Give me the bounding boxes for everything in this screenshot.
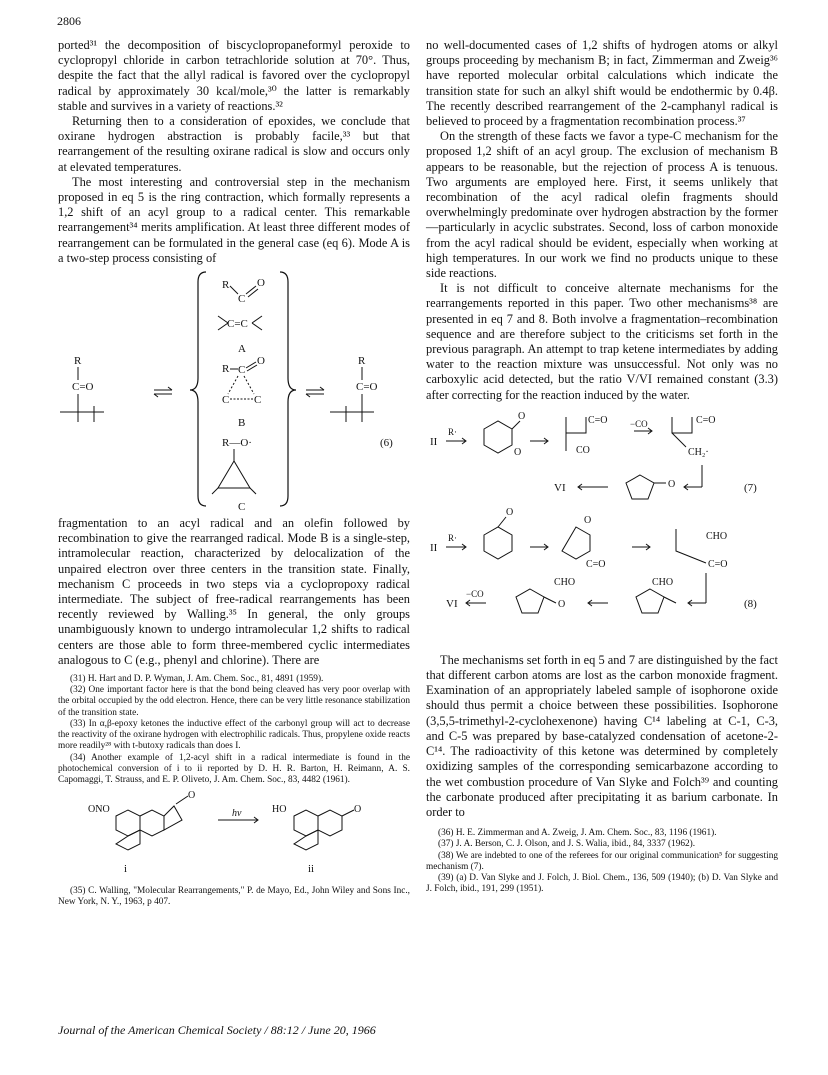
- eq8-cho1: CHO: [706, 530, 728, 542]
- eq7-t2: C=O: [696, 414, 716, 426]
- eq7-r: R·: [448, 426, 457, 437]
- right-brace: [280, 272, 296, 506]
- eq7-o3: O: [668, 478, 676, 490]
- eq6-left-co: C=O: [72, 381, 94, 394]
- left-paragraph-4: fragmentation to an acyl radical and an olefin followed by recombination to give the rearranged radical. Mode B is a single-step, intramolecular reaction, characterized by delocalization of the unpaired electron over three centers in the transition state. Finally, mechanism C proceeds in two steps via a cyclopropoxy radical intermediate. The subject of free-radical rearrangements has been recently reviewed by Walling.³⁵ In general, the only groups unambiguously known to undergo intramolecular 1,2 shifts to radical centers are those able to form three-membered cyclic intermediates analogous to C (e.g., phenyl and chlorine). There are: [58, 516, 410, 667]
- eq8-o1: O: [506, 506, 514, 518]
- eq6-number: (6): [380, 437, 393, 450]
- fig34-o1: O: [188, 790, 196, 802]
- eq6-right-co: C=O: [356, 381, 378, 394]
- footnote-33: (33) In α,β-epoxy ketones the inductive effect of the carbonyl group will act to decrease the reactivity of the oxirane hydrogen with electrophilic radicals. Thus, propylene oxide reacts more readily²⁸ with t-butoxy radicals than does I.: [58, 718, 410, 752]
- left-column: [58, 38, 410, 909]
- equation-6-figure: [58, 266, 410, 516]
- fig34-label-ii: ii: [308, 863, 315, 876]
- right-paragraph-4: The mechanisms set forth in eq 5 and 7 are distinguished by the fact that different carbon atoms are lost as the carbon monoxide fragment. Examination of an appropriately labeled sample of isophorone oxide should thus permit a choice between these possibilities. Isophorone (3,5,5-trimethyl-2-cyclohexenone) having C¹⁴ labeling at C-1, C-3, and C-5 was prepared by base-catalyzed condensation of acetone-2-C¹⁴. The radioactivity of this ketone was determined by completely oxidizing samples of the corresponding semicarbazone according to the wet combustion procedure of Van Slyke and Folch³⁹ and counting the carbonate produced after precipitating it as barium carbonate. In order to: [426, 652, 778, 819]
- eq8-co1: C=O: [586, 558, 606, 570]
- eq7-o2: O: [514, 446, 522, 458]
- eq6-c-rad: R—O·: [222, 437, 252, 450]
- eq8-co: −CO: [466, 588, 484, 599]
- eq7-t1: C=O: [588, 414, 608, 426]
- eq8-ii: II: [430, 541, 438, 554]
- left-brace: [190, 272, 206, 506]
- eq6-b-o: O: [257, 355, 265, 368]
- eq6-b-c1: C: [222, 394, 230, 407]
- eq6-b-c: C: [238, 364, 246, 377]
- eq7-ii: II: [430, 435, 438, 448]
- eq7-vi: VI: [554, 481, 566, 494]
- footnote-38: (38) We are indebted to one of the referees for our original communication⁵ for suggesting mechanism (7).: [426, 850, 778, 872]
- page-number: 2806: [57, 14, 81, 28]
- eq8-r: R·: [448, 532, 457, 543]
- eq6-label-a: A: [238, 343, 246, 356]
- eq8-o2: O: [584, 514, 592, 526]
- footnote-31: (31) H. Hart and D. P. Wyman, J. Am. Chem. Soc., 81, 4891 (1959).: [70, 674, 324, 685]
- right-paragraph-1: no well-documented cases of 1,2 shifts of hydrogen atoms or alkyl groups proceeding by mechanism B; in fact, Zimmerman and Zweig³⁶ have reported molecular orbital calculations which indicate the transition state for such an alkyl shift would be endothermic by 0.4β. The recently described rearrangement of the 2-camphanyl radical is believed to proceed by a fragmentation recombination process.³⁷: [426, 38, 778, 129]
- eq7-o1: O: [518, 410, 526, 422]
- footnote-34-figure: [58, 786, 410, 886]
- eq7-t4: CH₂·: [688, 446, 709, 458]
- fig34-ho: HO: [272, 804, 287, 816]
- footnote-35: (35) C. Walling, "Molecular Rearrangements," P. de Mayo, Ed., John Wiley and Sons Inc., New York, N. Y., 1963, p 407.: [58, 886, 410, 908]
- eq6-a-o: O: [257, 277, 265, 290]
- footnote-39: (39) (a) D. Van Slyke and J. Folch, J. Biol. Chem., 136, 509 (1940); (b) D. Van Slyke and J. Folch, ibid., 191, 299 (1951).: [426, 872, 778, 895]
- journal-footer: Journal of the American Chemical Society / 88:12 / June 20, 1966: [58, 1023, 376, 1037]
- footnote-36: (36) H. E. Zimmerman and A. Zweig, J. Am. Chem. Soc., 83, 1196 (1961).: [438, 828, 717, 839]
- eq8-cho3: CHO: [652, 576, 674, 588]
- eq6-b-r: R: [222, 363, 230, 376]
- eq6-label-b: B: [238, 417, 246, 430]
- footnote-37: (37) J. A. Berson, C. J. Olson, and J. S. Walia, ibid., 84, 3337 (1962).: [438, 839, 696, 850]
- eq6-a-olefin: C=C: [227, 318, 248, 331]
- fig34-hv: hν: [232, 808, 242, 820]
- eq6-a-r: R: [222, 279, 230, 292]
- eq7-number: (7): [744, 481, 757, 494]
- equation-7-8-figure: [426, 403, 778, 653]
- right-paragraph-3: It is not difficult to conceive alternate mechanisms for the rearrangements reported in this paper. Two other mechanisms³⁸ are presented in eq 7 and 8. Both involve a fragmentation–recombination sequence and are therefore subject to the criticisms set forth in the previous paragraph. An attempt to trap ketene intermediates by adding water to the reaction mixture was unsuccessful. Not only was no carboxylic acid detected, but the ratio V/VI remained constant (3.3) after correcting for the reaction induced by the water.: [426, 281, 778, 402]
- fig34-o2: O: [354, 804, 362, 816]
- right-paragraph-2: On the strength of these facts we favor a type-C mechanism for the proposed 1,2 shift of an acyl group. The exclusion of mechanism B appears to be reasonable, but the rejection of process A is tenuous. Two arguments are employed here. First, it seems unlikely that recombination of the acyl radical olefin fragments should overwhelmingly predominate over hydrogen abstraction by the former—particularly in acyclic substrates. Second, loss of carbon monoxide from the acyl radical should be evident, especially when working at high temperatures. In our work we find no products unique to these side reactions.: [426, 129, 778, 281]
- right-column: [426, 38, 778, 895]
- footnote-32: (32) One important factor here is that the bond being cleaved has very poor overlap with the orbital occupied by the odd electron. Hence, there can be very little resonance stabilization of the transition state.: [58, 685, 410, 718]
- eq8-vi: VI: [446, 597, 458, 610]
- eq6-right-r: R: [358, 355, 366, 368]
- footnote-34: (34) Another example of 1,2-acyl shift in a radical intermediate is found in the photochemical conversion of i to ii reported by D. H. R. Barton, H. Reimann, A. S. Capomaggi, T. Strauss, and E. P. Oliveto, J. Am. Chem. Soc., 83, 4482 (1961).: [58, 752, 410, 785]
- left-paragraph-1: ported³¹ the decomposition of biscyclopropaneformyl peroxide to cyclopropyl chloride in carbon tetrachloride solution at 70°. Thus, despite the fact that the allyl radical is favored over the cyclopropyl radical by approximately 30 kcal/mole,³⁰ the latter is remarkably stable and survives in a variety of reactions.³²: [58, 38, 410, 113]
- eq6-label-c: C: [238, 501, 246, 514]
- eq8-co2: C=O: [708, 558, 728, 570]
- fig34-ono: ONO: [88, 804, 110, 816]
- eq8-cho2: CHO: [554, 576, 576, 588]
- fig34-label-i: i: [124, 863, 128, 876]
- eq6-b-c2: C: [254, 394, 262, 407]
- eq7-t3: CO: [576, 444, 590, 456]
- eq8-number: (8): [744, 597, 757, 610]
- eq6-left-r: R: [74, 355, 82, 368]
- left-paragraph-2: Returning then to a consideration of epoxides, we conclude that oxirane hydrogen abstraction is probably facile,³³ but that rearrangement of the resulting oxirane radical is slow and occurs only at elevated temperatures.: [58, 114, 410, 174]
- left-paragraph-3: The most interesting and controversial step in the mechanism proposed in eq 5 is the ring contraction, which formally represents a 1,2 shift of an acyl group to a radical center. This remarkable rearrangement³⁴ merits amplification. At least three different modes of rearrangement can be formulated in the general case (eq 6). Mode A is a two-step process consisting of: [58, 174, 410, 265]
- eq6-a-c: C: [238, 293, 246, 306]
- eq7-co: −CO: [630, 418, 648, 429]
- eq8-o3: O: [558, 598, 566, 610]
